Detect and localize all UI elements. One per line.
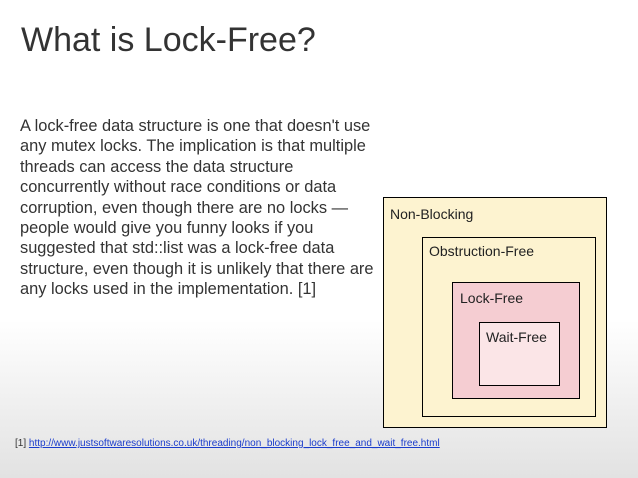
lock-free-box — [452, 282, 580, 399]
non-blocking-label: Non-Blocking — [390, 206, 474, 222]
footnote-link[interactable]: http://www.justsoftwaresolutions.co.uk/threading/non_blocking_lock_free_and_wait_free.html — [28, 438, 440, 449]
lock-free-label: Lock-Free — [460, 290, 524, 306]
non-blocking-box — [383, 197, 607, 428]
obstruction-free-label: Obstruction-Free — [429, 243, 535, 259]
obstruction-free-box — [422, 237, 596, 417]
wait-free-label: Wait-Free — [486, 329, 547, 345]
slide-title: What is Lock-Free? — [21, 21, 316, 59]
body-paragraph: A lock-free data structure is one that doesn't use any mutex locks. The implication is that multiple threads can access the data structure concurrently without race conditions or data corruption, even though there are no locks — people would give you funny looks if you suggested that std::list was a lock-free data structure, even though it is unlikely that there are any locks used in the implementation. [1] — [20, 117, 374, 299]
wait-free-box — [479, 322, 560, 386]
footnote — [15, 438, 440, 450]
footnote-marker: [1] — [15, 438, 27, 449]
